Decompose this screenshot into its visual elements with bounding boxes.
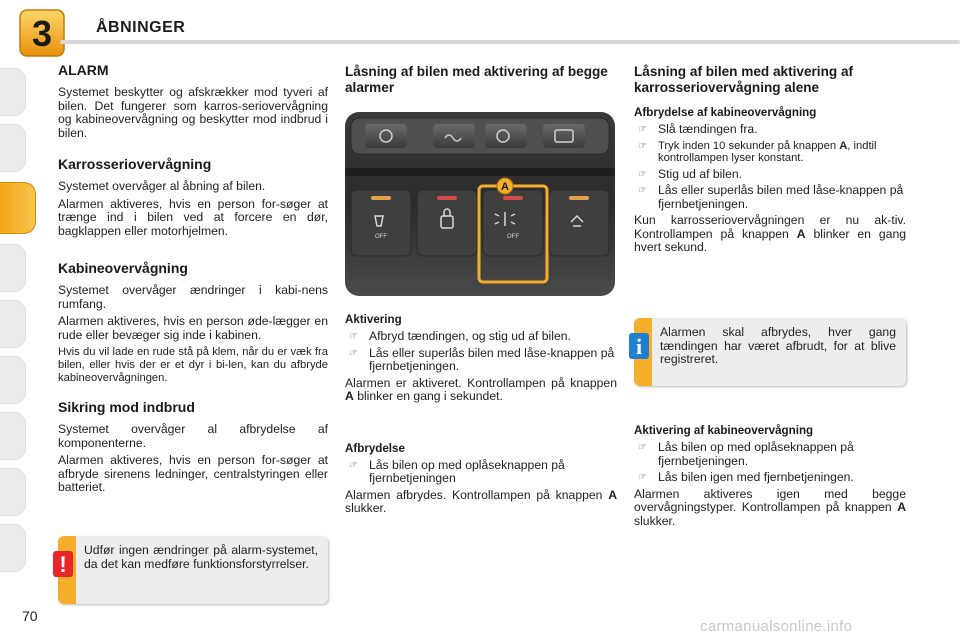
afbryd-bullet-3: ☞ Stig ud af bilen. — [634, 168, 906, 182]
side-tab-2[interactable] — [0, 124, 26, 172]
chapter-number: 3 — [31, 13, 53, 54]
aktivering-result: Alarmen er aktiveret. Kontrollampen på knappen A blinker en gang i sekundet. — [345, 375, 617, 403]
afbryd-bullet-1: ☞ Slå tændingen fra. — [634, 123, 906, 137]
karross-p1: Systemet overvåger al åbning af bilen. — [58, 179, 266, 193]
aktiv-bullet-1: ☞ Lås bilen op med oplåseknappen på fjernbetjeningen. — [634, 441, 906, 468]
info-symbol: i — [635, 334, 643, 359]
body-only-heading: Låsning af bilen med aktivering af karrosseriovervågning alene — [634, 64, 854, 95]
chapter-title: ÅBNINGER — [96, 19, 186, 36]
body-only-result: Kun karrosseriovervågningen er nu ak-tiv. Kontrollampen på knappen A blinker en gang hvert sekund. — [634, 213, 906, 254]
side-tab-4[interactable] — [0, 244, 26, 292]
aktivering-heading: Aktivering — [345, 313, 402, 326]
kabine-p2: Alarmen aktiveres, hvis en person øde-lægger en rude eller bevæger sig inde i kabinen. — [58, 314, 328, 342]
afbrydelse-result: Alarmen afbrydes. Kontrollampen på knappen A slukker. — [345, 487, 617, 515]
dashboard-buttons-image — [345, 112, 615, 296]
sikring-p1: Systemet overvåger al afbrydelse af komponenterne. — [58, 422, 328, 450]
column-both-alarms — [345, 58, 617, 520]
afbryd-bullet-2: ☞ Tryk inden 10 sekunder på knappen A, indtil kontrollampen lyser konstant. — [634, 140, 906, 165]
bullet-arrow-icon: ☞ — [349, 347, 358, 359]
karross-heading: Karrosseriovervågning — [58, 156, 212, 172]
bullet-arrow-icon: ☞ — [349, 331, 358, 342]
button-off-label-2: OFF — [507, 234, 519, 240]
bullet-arrow-icon: ☞ — [638, 168, 647, 180]
aktiv-kabine-heading: Aktivering af kabineovervågning — [634, 424, 814, 437]
side-tab-1[interactable] — [0, 68, 26, 116]
button-a-label: A — [501, 181, 509, 193]
kabine-activation-section — [634, 424, 906, 532]
afbryd-bullet-4: ☞ Lås eller superlås bilen med låse-knappen på fjernbetjeningen. — [634, 184, 906, 211]
alarm-heading: ALARM — [58, 62, 109, 78]
kabine-heading: Kabineovervågning — [58, 260, 188, 276]
bullet-arrow-icon: ☞ — [349, 459, 358, 471]
column-body-only — [634, 58, 906, 259]
warning-text: Udfør ingen ændringer på alarm-systemet, da det kan medføre funktionsforstyrrelser. — [84, 543, 318, 571]
side-tab-6[interactable] — [0, 356, 26, 404]
button-off-label-1: OFF — [375, 234, 387, 240]
aktivering-bullet-2: ☞ Lås eller superlås bilen med låse-knappen på fjernbetjeningen. — [345, 347, 617, 374]
page-number: 70 — [22, 608, 38, 624]
info-notice — [634, 318, 906, 386]
aktiv-result: Alarmen aktiveres igen med begge overvågningstyper. Kontrollampen på knappen A slukker. — [634, 486, 906, 528]
bullet-arrow-icon: ☞ — [638, 472, 647, 483]
sikring-p2: Alarmen aktiveres, hvis en person for-søger at afbryde sirenens ledninger, centralstyringen eller batteriet. — [58, 453, 328, 494]
afbrydelse-heading: Afbrydelse — [345, 441, 405, 455]
sikring-heading: Sikring mod indbrud — [58, 399, 195, 415]
warning-symbol: ! — [59, 552, 67, 577]
side-tab-7[interactable] — [0, 412, 26, 460]
side-tab-active[interactable] — [0, 182, 36, 234]
both-alarms-heading: Låsning af bilen med aktivering af begge alarmer — [345, 64, 608, 95]
warning-icon — [52, 550, 74, 578]
bullet-arrow-icon: ☞ — [638, 124, 647, 135]
side-tab-8[interactable] — [0, 468, 26, 516]
kabine-p1: Systemet overvåger ændringer i kabi-nens rumfang. — [58, 283, 328, 311]
alarm-text: Systemet beskytter og afskrækker mod tyveri af bilen. Det fungerer som karros-seriovervågning og kabineovervågning og beskytter mod indbrud i bilen. — [58, 85, 328, 140]
karross-p2: Alarmen aktiveres, hvis en person for-søger at trænge ind i bilen ved at forcere en dør, bagklappen eller motorhjelmen. — [58, 196, 328, 238]
chapter-badge — [18, 8, 66, 58]
warning-notice — [58, 536, 328, 604]
side-tab-9[interactable] — [0, 524, 26, 572]
info-text: Alarmen skal afbrydes, hver gang tændingen har været afbrudt, for at blive registreret. — [660, 325, 896, 366]
aktivering-bullet-1: ☞ Afbryd tændingen, og stig ud af bilen. — [345, 330, 617, 344]
side-tab-5[interactable] — [0, 300, 26, 348]
info-icon — [628, 332, 650, 360]
column-alarm — [58, 58, 328, 499]
bullet-arrow-icon: ☞ — [638, 140, 647, 152]
afbryd-kabine-heading: Afbrydelse af kabineovervågning — [634, 106, 817, 119]
bullet-arrow-icon: ☞ — [638, 442, 647, 453]
kabine-p3: Hvis du vil lade en rude stå på klem, når du er væk fra bilen, eller hvis der er et dyr i bi-len, kan du afbryde kabineovervågningen. — [58, 346, 328, 384]
bullet-arrow-icon: ☞ — [638, 185, 647, 196]
aktiv-bullet-2: ☞ Lås bilen igen med fjernbetjeningen. — [634, 471, 906, 485]
afbrydelse-bullet-1: ☞ Lås bilen op med oplåseknappen på fjernbetjeningen — [345, 459, 617, 486]
header-rule — [60, 40, 960, 44]
watermark: carmanualsonline.info — [700, 618, 853, 635]
